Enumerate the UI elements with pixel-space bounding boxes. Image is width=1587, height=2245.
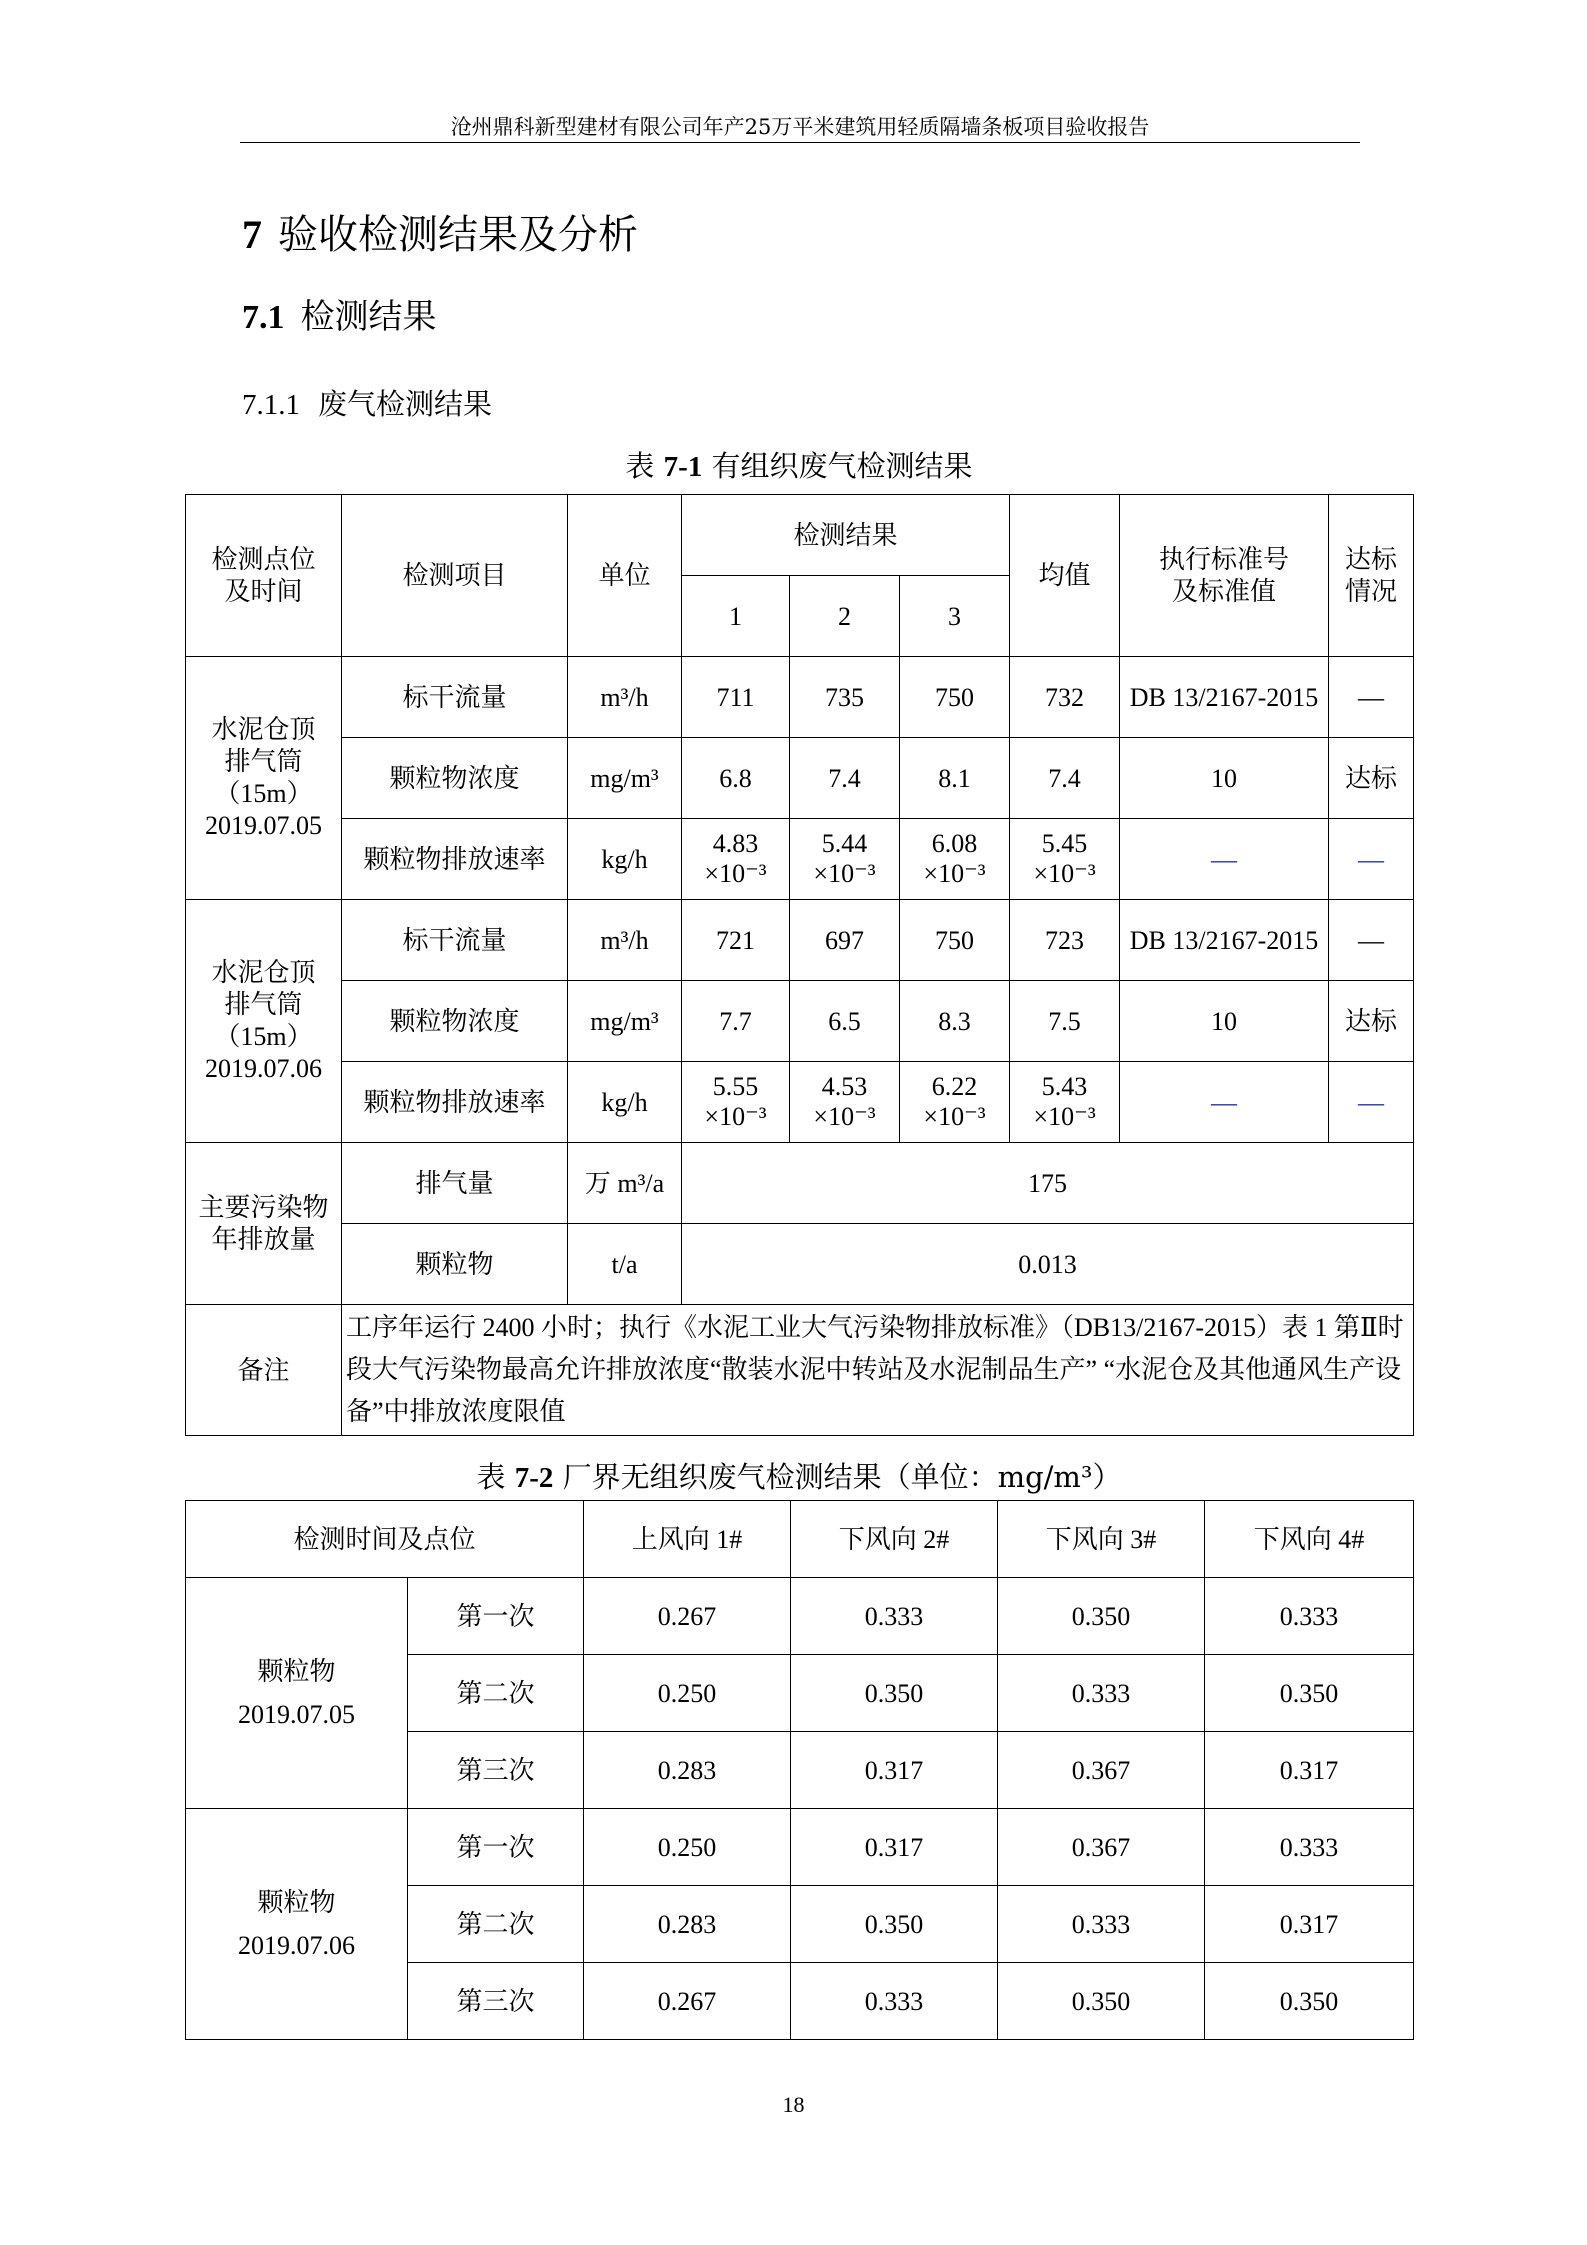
item-cell: 标干流量	[342, 900, 568, 981]
value-cell: 0.283	[584, 1886, 791, 1963]
value-cell: 0.350	[1205, 1963, 1414, 2040]
chapter-title: 验收检测结果及分析	[278, 212, 638, 258]
value-cell: 0.333	[791, 1578, 998, 1655]
table2-caption-text: 厂界无组织废气检测结果（单位：mg/m³）	[562, 1460, 1122, 1494]
unit-cell: mg/m³	[568, 981, 682, 1062]
section-title: 检测结果	[300, 297, 437, 337]
value-cell: 4.53 ×10⁻³	[790, 1062, 900, 1143]
header-result-2: 2	[790, 576, 900, 657]
header-compliance: 达标 情况	[1329, 495, 1414, 657]
table-row	[186, 738, 1414, 819]
value-cell: 0.350	[791, 1886, 998, 1963]
header-result: 检测结果	[682, 495, 1010, 576]
value-cell: 0.350	[1205, 1655, 1414, 1732]
value-cell: 0.317	[791, 1809, 998, 1886]
location-cell: 水泥仓顶 排气筒 （15m） 2019.07.05	[186, 657, 342, 900]
header-result-1: 1	[682, 576, 790, 657]
unit-cell: t/a	[568, 1224, 682, 1305]
unit-cell: 万 m³/a	[568, 1143, 682, 1224]
header-rule	[240, 142, 1360, 143]
compliance-cell: 达标	[1329, 738, 1414, 819]
item-cell: 颗粒物浓度	[342, 981, 568, 1062]
standard-cell: DB 13/2167-2015	[1120, 657, 1329, 738]
header-downwind-3: 下风向 3#	[998, 1501, 1205, 1578]
round-cell: 第一次	[408, 1578, 584, 1655]
running-header: 沧州鼎科新型建材有限公司年产25万平米建筑用轻质隔墙条板项目验收报告	[450, 115, 1150, 139]
value-cell: 721	[682, 900, 790, 981]
compliance-cell: —	[1329, 657, 1414, 738]
compliance-cell: —	[1329, 819, 1414, 900]
subsection-heading	[242, 382, 492, 427]
group-label-cell: 颗粒物 2019.07.05	[186, 1578, 408, 1809]
header-unit: 单位	[568, 495, 682, 657]
value-cell: 0.250	[584, 1809, 791, 1886]
header-avg: 均值	[1010, 495, 1120, 657]
avg-cell: 7.4	[1010, 738, 1120, 819]
unit-cell: m³/h	[568, 900, 682, 981]
avg-cell: 732	[1010, 657, 1120, 738]
header-point-time: 检测点位 及时间	[186, 495, 342, 657]
organized-exhaust-table	[185, 494, 1414, 1436]
value-cell: 0.283	[584, 1732, 791, 1809]
item-cell: 标干流量	[342, 657, 568, 738]
avg-cell: 5.43 ×10⁻³	[1010, 1062, 1120, 1143]
item-cell: 颗粒物排放速率	[342, 819, 568, 900]
value-cell: 0.317	[1205, 1886, 1414, 1963]
unit-cell: kg/h	[568, 1062, 682, 1143]
value-cell: 0.267	[584, 1963, 791, 2040]
table-row	[186, 1578, 1414, 1655]
item-cell: 颗粒物	[342, 1224, 568, 1305]
table-row	[186, 1062, 1414, 1143]
table1-caption-text: 有组织废气检测结果	[711, 449, 973, 483]
round-cell: 第二次	[408, 1886, 584, 1963]
value-cell: 0.333	[1205, 1809, 1414, 1886]
avg-cell: 7.5	[1010, 981, 1120, 1062]
unit-cell: kg/h	[568, 819, 682, 900]
subsection-number: 7.1.1	[242, 389, 300, 421]
header-standard: 执行标准号 及标准值	[1120, 495, 1329, 657]
avg-cell: 723	[1010, 900, 1120, 981]
value-cell: 8.1	[900, 738, 1010, 819]
standard-cell: DB 13/2167-2015	[1120, 900, 1329, 981]
value-cell: 735	[790, 657, 900, 738]
value-cell: 0.333	[1205, 1578, 1414, 1655]
round-cell: 第三次	[408, 1732, 584, 1809]
header-result-3: 3	[900, 576, 1010, 657]
annual-value-cell: 175	[682, 1143, 1414, 1224]
value-cell: 5.44 ×10⁻³	[790, 819, 900, 900]
remark-row	[186, 1305, 1414, 1436]
value-cell: 4.83 ×10⁻³	[682, 819, 790, 900]
round-cell: 第二次	[408, 1655, 584, 1732]
value-cell: 0.367	[998, 1809, 1205, 1886]
item-cell: 颗粒物排放速率	[342, 1062, 568, 1143]
value-cell: 0.350	[791, 1655, 998, 1732]
standard-cell: 10	[1120, 738, 1329, 819]
table-row	[186, 981, 1414, 1062]
header-time-point: 检测时间及点位	[186, 1501, 584, 1578]
table-row	[186, 819, 1414, 900]
boundary-exhaust-table	[185, 1500, 1414, 2040]
table1-caption	[185, 444, 1413, 489]
table-row	[186, 1143, 1414, 1224]
value-cell: 0.317	[791, 1732, 998, 1809]
header-item: 检测项目	[342, 495, 568, 657]
value-cell: 0.317	[1205, 1732, 1414, 1809]
compliance-cell: —	[1329, 900, 1414, 981]
section-number: 7.1	[242, 299, 285, 336]
table-row	[186, 657, 1414, 738]
value-cell: 6.5	[790, 981, 900, 1062]
value-cell: 0.333	[998, 1886, 1205, 1963]
value-cell: 0.333	[791, 1963, 998, 2040]
value-cell: 0.333	[998, 1655, 1205, 1732]
value-cell: 8.3	[900, 981, 1010, 1062]
unit-cell: mg/m³	[568, 738, 682, 819]
remark-label: 备注	[186, 1305, 342, 1436]
chapter-heading	[242, 205, 638, 265]
group-label-cell: 颗粒物 2019.07.06	[186, 1809, 408, 2040]
annual-label-cell: 主要污染物 年排放量	[186, 1143, 342, 1305]
round-cell: 第三次	[408, 1963, 584, 2040]
annual-value-cell: 0.013	[682, 1224, 1414, 1305]
value-cell: 750	[900, 900, 1010, 981]
table-row	[186, 1224, 1414, 1305]
value-cell: 0.367	[998, 1732, 1205, 1809]
compliance-cell: —	[1329, 1062, 1414, 1143]
value-cell: 0.250	[584, 1655, 791, 1732]
item-cell: 颗粒物浓度	[342, 738, 568, 819]
value-cell: 0.350	[998, 1578, 1205, 1655]
value-cell: 0.267	[584, 1578, 791, 1655]
table-row	[186, 900, 1414, 981]
value-cell: 7.4	[790, 738, 900, 819]
standard-cell: 10	[1120, 981, 1329, 1062]
value-cell: 6.08 ×10⁻³	[900, 819, 1010, 900]
unit-cell: m³/h	[568, 657, 682, 738]
table2-caption-number: 7-2	[514, 1462, 554, 1494]
page-number: 18	[782, 2092, 805, 2117]
value-cell: 6.8	[682, 738, 790, 819]
compliance-cell: 达标	[1329, 981, 1414, 1062]
value-cell: 7.7	[682, 981, 790, 1062]
item-cell: 排气量	[342, 1143, 568, 1224]
header-upwind-1: 上风向 1#	[584, 1501, 791, 1578]
table2-caption-prefix: 表	[476, 1460, 506, 1494]
table2-caption	[185, 1455, 1413, 1500]
chapter-number: 7	[242, 212, 262, 257]
subsection-title: 废气检测结果	[318, 387, 493, 421]
value-cell: 6.22 ×10⁻³	[900, 1062, 1010, 1143]
table1-caption-number: 7-1	[663, 451, 703, 483]
header-downwind-2: 下风向 2#	[791, 1501, 998, 1578]
standard-cell: —	[1120, 819, 1329, 900]
round-cell: 第一次	[408, 1809, 584, 1886]
value-cell: 697	[790, 900, 900, 981]
value-cell: 750	[900, 657, 1010, 738]
value-cell: 711	[682, 657, 790, 738]
value-cell: 5.55 ×10⁻³	[682, 1062, 790, 1143]
location-cell: 水泥仓顶 排气筒 （15m） 2019.07.06	[186, 900, 342, 1143]
section-heading	[242, 292, 437, 343]
value-cell: 0.350	[998, 1963, 1205, 2040]
table1-caption-prefix: 表	[625, 449, 655, 483]
table-row	[186, 1809, 1414, 1886]
header-downwind-4: 下风向 4#	[1205, 1501, 1414, 1578]
standard-cell: —	[1120, 1062, 1329, 1143]
avg-cell: 5.45 ×10⁻³	[1010, 819, 1120, 900]
remark-text: 工序年运行 2400 小时；执行《水泥工业大气污染物排放标准》（DB13/2167-2015）表 1 第Ⅱ时段大气污染物最高允许排放浓度“散装水泥中转站及水泥制品生产” “水泥仓及其他通风生产设备”中排放浓度限值	[342, 1305, 1414, 1436]
